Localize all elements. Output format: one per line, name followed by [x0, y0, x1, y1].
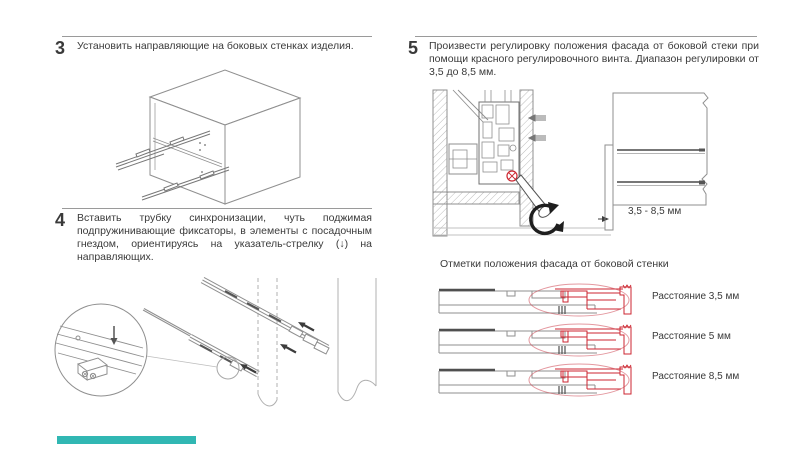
facade-panel-hatched [520, 90, 533, 226]
step4-text: Вставить трубку синхронизации, чуть поджимая подпружинивающие фиксаторы, в элементы с посадочным гнездом, ориентируясь на указатель-стрелку (↓) на направляющих. [77, 212, 372, 263]
facade-gap-side-view-drawing [598, 88, 770, 233]
distance-label-3-5mm: Расстояние 3,5 мм [652, 291, 740, 302]
step3-number: 3 [55, 38, 66, 58]
front-slide [143, 309, 259, 380]
runner-mechanism [479, 90, 519, 184]
step3-divider [62, 36, 372, 37]
bottom-panel-hatched [433, 192, 519, 204]
step4-divider [62, 208, 372, 209]
facade-position-drawing-8-5mm [437, 363, 647, 399]
synchronization-tube-drawing [40, 276, 380, 421]
facade-strip [605, 145, 613, 230]
step5-number: 5 [408, 38, 419, 58]
adjustment-cross-section-drawing [425, 88, 615, 238]
down-arrow-icon [111, 326, 118, 345]
marks-section-title: Отметки положения фасада от боковой стенки [440, 258, 669, 270]
step5-text: Произвести регулировку положения фасада от боковой стеки при помощи красного регулировочного винта. Диапазон регулировки от 3,5 до 8,5 мм. [429, 40, 759, 78]
distance-label-8-5mm: Расстояние 8,5 мм [652, 371, 740, 382]
rotation-arrow-icon [531, 202, 564, 233]
footer-accent-bar [57, 436, 196, 444]
adjustment-range-label: 3,5 - 8,5 мм [628, 206, 682, 217]
detail-circle [55, 304, 147, 396]
red-adjustment-screw [507, 171, 517, 181]
side-wall-hatched [433, 90, 447, 236]
drawer-side-panel [613, 93, 708, 205]
facade-position-drawing-5mm [437, 323, 647, 359]
step3-text: Установить направляющие на боковых стенках изделия. [77, 40, 354, 52]
facade-position-drawing-3-5mm [437, 283, 647, 319]
distance-label-5mm: Расстояние 5 мм [652, 331, 731, 342]
step5-divider [415, 36, 757, 37]
rear-slide [201, 277, 329, 354]
cabinet-drawing [112, 64, 327, 209]
step4-number: 4 [55, 210, 66, 230]
